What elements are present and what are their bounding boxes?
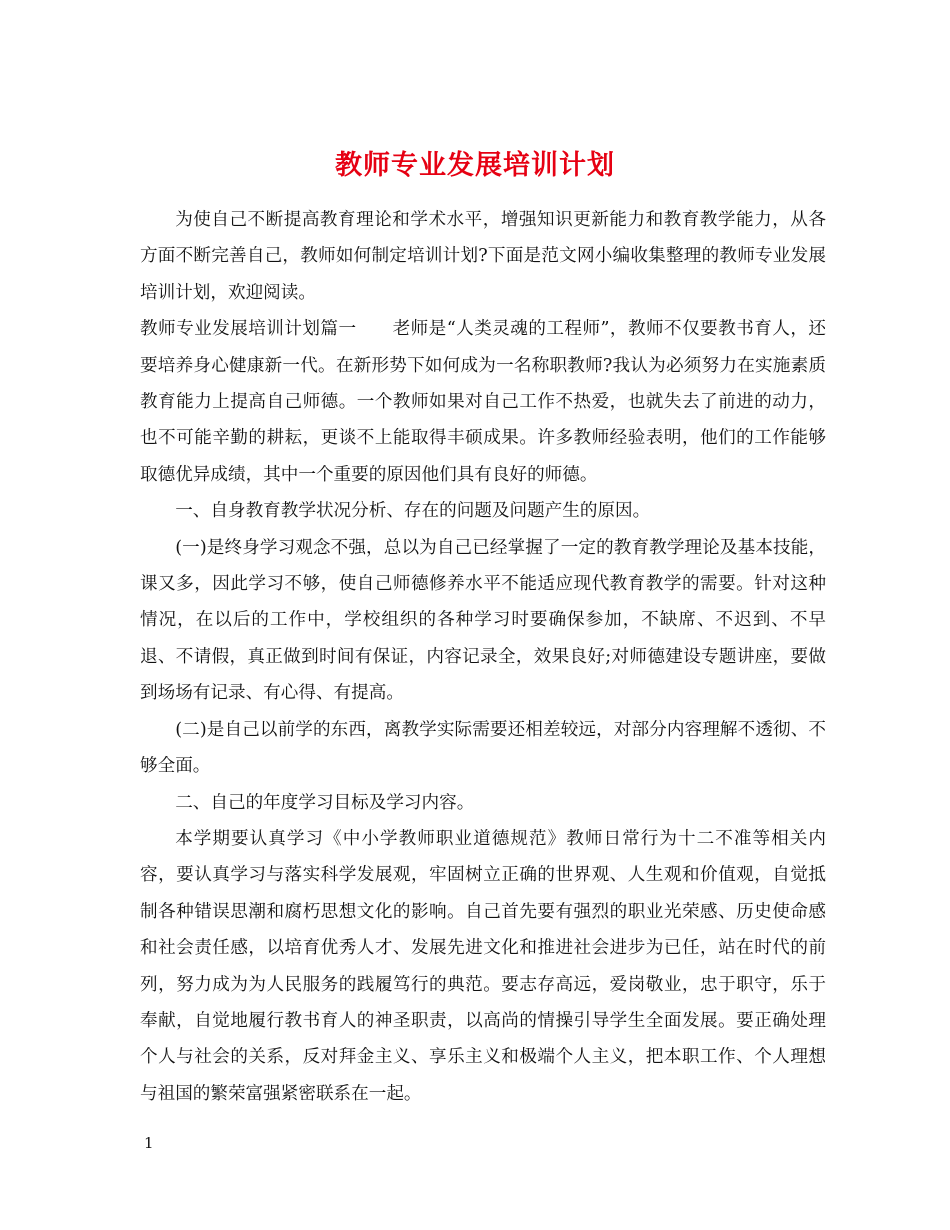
document-title: 教师专业发展培训计划 [335, 150, 615, 182]
paragraph: 本学期要认真学习《中小学教师职业道德规范》教师日常行为十二不准等相关内容，要认真学习与落实科学发展观，牢固树立正确的世界观、人生观和价值观，自觉抵制各种错误思潮和腐朽思想文化的影响。自己首先要有强烈的职业光荣感、历史使命感和社会责任感，以培育优秀人才、发展先进文化和推进社会进步为已任，站在时代的前列，努力成为为人民服务的践履笃行的典范。要志存高远，爱岗敬业，忠于职守，乐于奉献，自觉地履行教书育人的神圣职责，以高尚的情操引导学生全面发展。要正确处理个人与社会的关系，反对拜金主义、享乐主义和极端个人主义，把本职工作、个人理想与祖国的繁荣富强紧密联系在一起。 [140, 828, 826, 1104]
paragraph: 二、自己的年度学习目标及学习内容。 [175, 792, 475, 813]
paragraph: 一、自身教育教学状况分析、存在的问题及问题产生的原因。 [175, 501, 651, 522]
page-number: 1 [144, 1134, 154, 1152]
paragraph: (二)是自己以前学的东西，离教学实际需要还相差较远，对部分内容理解不透彻、不够全面。 [140, 719, 826, 777]
document-body [140, 202, 826, 1112]
paragraph: 教师专业发展培训计划篇一 老师是“人类灵魂的工程师”，教师不仅要教书育人，还要培养身心健康新一代。在新形势下如何成为一名称职教师?我认为必须努力在实施素质教育能力上提高自己师德。一个教师如果对自己工作不热爱，也就失去了前进的动力，也不可能辛勤的耕耘，更谈不上能取得丰硕成果。许多教师经验表明，他们的工作能够取德优异成绩，其中一个重要的原因他们具有良好的师德。 [140, 319, 826, 485]
paragraph: (一)是终身学习观念不强，总以为自己已经掌握了一定的教育教学理论及基本技能，课又多，因此学习不够，使自己师德修养水平不能适应现代教育教学的需要。针对这种情况，在以后的工作中，学校组织的各种学习时要确保参加，不缺席、不迟到、不早退、不请假，真正做到时间有保证，内容记录全，效果良好;对师德建设专题讲座，要做到场场有记录、有心得、有提高。 [140, 537, 826, 704]
paragraph: 为使自己不断提高教育理论和学术水平，增强知识更新能力和教育教学能力，从各方面不断完善自己，教师如何制定培训计划?下面是范文网小编收集整理的教师专业发展培训计划，欢迎阅读。 [140, 210, 826, 303]
